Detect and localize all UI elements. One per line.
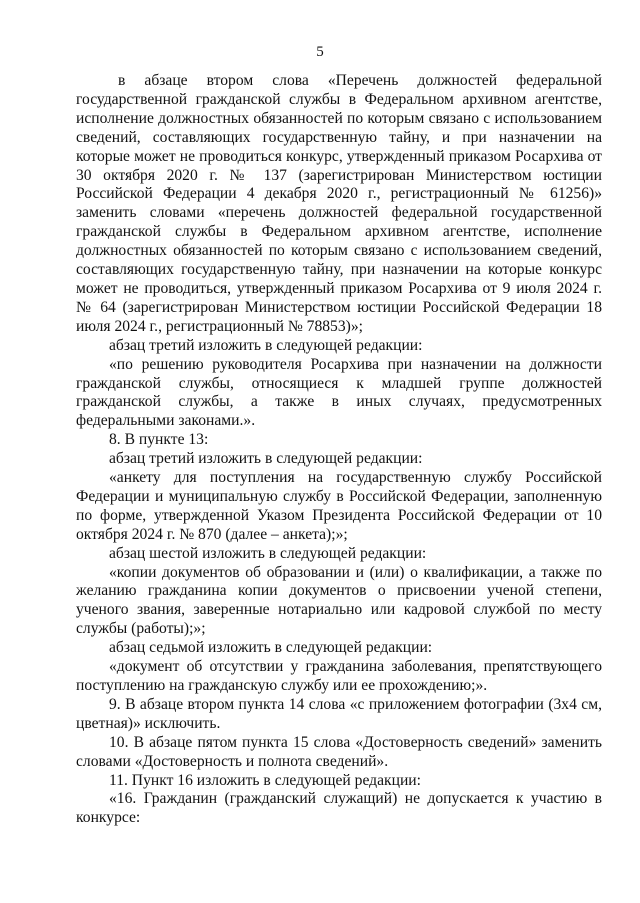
paragraph-14: «16. Гражданин (гражданский служащий) не допускается к участию в конкурсе: (76, 790, 602, 827)
paragraph-5: абзац третий изложить в следующей редакции: (109, 450, 423, 468)
page-number: 5 (316, 44, 324, 60)
document-body (76, 72, 602, 828)
paragraph-9: абзац седьмой изложить в следующей редакции: (109, 639, 433, 657)
paragraph-7: абзац шестой изложить в следующей редакции: (109, 544, 427, 562)
paragraph-13: 11. Пункт 16 изложить в следующей редакции: (109, 771, 421, 789)
paragraph-1: в абзаце втором слова «Перечень должностей федеральной государственной гражданской службы в Федеральном архивном агентстве, исполнение должностных обязанностей по которым связано с использованием сведений, составляющих государственную тайну, и при назначении на которые может не проводиться конкурс, утвержденный приказом Росархива от 30 октября 2020 г. № 137 (зарегистрирован Министерством юстиции Российской Федерации 4 декабря 2020 г., регистрационный № 61256)» заменить словами «перечень должностей федеральной государственной гражданской службы в Федеральном архивном агентстве, исполнение должностных обязанностей по которым связано с использованием сведений, составляющих государственную тайну, при назначении на которые конкурс может не проводиться, утвержденный приказом Росархива от 9 июля 2024 г. № 64 (зарегистрирован Министерством юстиции Российской Федерации 18 июля 2024 г., регистрационный № 78853)»; (76, 72, 602, 335)
paragraph-6: «анкету для поступления на государственную службу Российской Федерации и муниципальную службу в Российской Федерации, заполненную по форме, утвержденной Указом Президента Российской Федерации от 10 октября 2024 г. № 870 (далее – анкета);»; (76, 469, 602, 543)
paragraph-4: 8. В пункте 13: (109, 431, 209, 449)
paragraph-8: «копии документов об образовании и (или) о квалификации, а также по желанию гражданина копии документов о присвоении ученой степени, ученого звания, заверенные нотариально или кадровой службой по месту службы (работы);»; (76, 563, 602, 638)
paragraph-11: 9. В абзаце втором пункта 14 слова «с приложением фотографии (3х4 см, цветная)» исключить. (76, 695, 602, 732)
paragraph-12: 10. В абзаце пятом пункта 15 слова «Достоверность сведений» заменить словами «Достоверность и полнота сведений». (76, 733, 602, 770)
paragraph-3: «по решению руководителя Росархива при назначении на должности гражданской службы, относящиеся к младшей группе должностей гражданской службы, а также в иных случаях, предусмотренных федеральными законами.». (76, 355, 602, 430)
paragraph-10: «документ об отсутствии у гражданина заболевания, препятствующего поступлению на гражданскую службу или ее прохождению;». (76, 658, 602, 694)
paragraph-2: абзац третий изложить в следующей редакции: (109, 336, 423, 354)
